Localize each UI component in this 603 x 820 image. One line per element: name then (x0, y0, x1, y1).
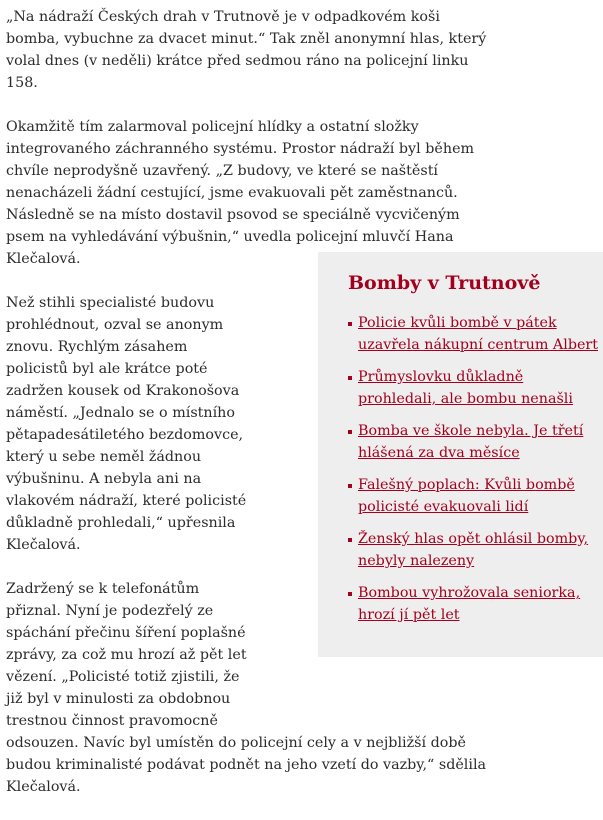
related-article-item (358, 474, 599, 518)
related-article-link[interactable]: Ženský hlas opět ohlásil bomby, nebyly nalezeny (358, 531, 589, 569)
related-articles-box (318, 252, 603, 657)
related-article-item (358, 312, 599, 356)
related-article-item (358, 528, 599, 572)
related-article-item (358, 366, 599, 410)
related-articles-title: Bomby v Trutnově (348, 272, 541, 294)
related-article-link[interactable]: Bomba ve škole nebyla. Je třetí hlášená za dva měsíce (358, 423, 584, 461)
related-article-link[interactable]: Policie kvůli bombě v pátek uzavřela nákupní centrum Albert (358, 315, 599, 353)
related-article-link[interactable]: Průmyslovku důkladně prohledali, ale bombu nenašli (358, 369, 573, 407)
related-article-item (358, 420, 599, 464)
related-article-link[interactable]: Bombou vyhrožovala seniorka, hrozí jí pět let (358, 585, 581, 623)
related-articles-list (348, 312, 599, 626)
article-paragraph-3: Než stihli specialisté budovu prohlédnout, ozval se anonym znovu. Rychlým zásahem policistů byl ale krátce poté zadržen kousek od Krakonošova náměstí. „Jednalo se o místního pětapadesátiletého bezdomovce, který u sebe neměl žádnou výbušninu. A nebyla ani na vlakovém nádraží, které policisté důkladně prohledali,“ upřesnila Klečalová. (6, 295, 247, 553)
article-paragraph-1: „Na nádraží Českých drah v Trutnově je v odpadkovém koši bomba, vybuchne za dvacet minut.“ Tak zněl anonymní hlas, který volal dnes (v neděli) krátce před sedmou ráno na policejní linku 158. (6, 9, 487, 91)
related-article-link[interactable]: Falešný poplach: Kvůli bombě policisté evakuovali lidí (358, 477, 575, 515)
article-paragraph-2: Okamžitě tím zalarmoval policejní hlídky a ostatní složky integrovaného záchranného systému. Prostor nádraží byl během chvíle neprodyšně uzavřený. „Z budovy, ve které se naštěstí nenacházeli žádní cestující, jsme evakuovali pět zaměstnanců. Následně se na místo dostavil psovod se speciálně vycvičeným psem na vyhledávání výbušnin,“ uvedla policejní mluvčí Hana Klečalová. (6, 119, 475, 267)
article-paragraph-4: Zadržený se k telefonátům přiznal. Nyní je podezřelý ze spáchání přečinu šíření poplašné zprávy, za což mu hrozí až pět let vězení. „Policisté totiž zjistili, že již byl v minulosti za obdobnou trestnou činnost pravomocně odsouzen. Navíc byl umístěn do policejní cely a v nejbližší době budou kriminalisté podávat podnět na jeho vzetí do vazby,“ sdělila Klečalová. (6, 581, 487, 795)
related-article-item (358, 582, 599, 626)
